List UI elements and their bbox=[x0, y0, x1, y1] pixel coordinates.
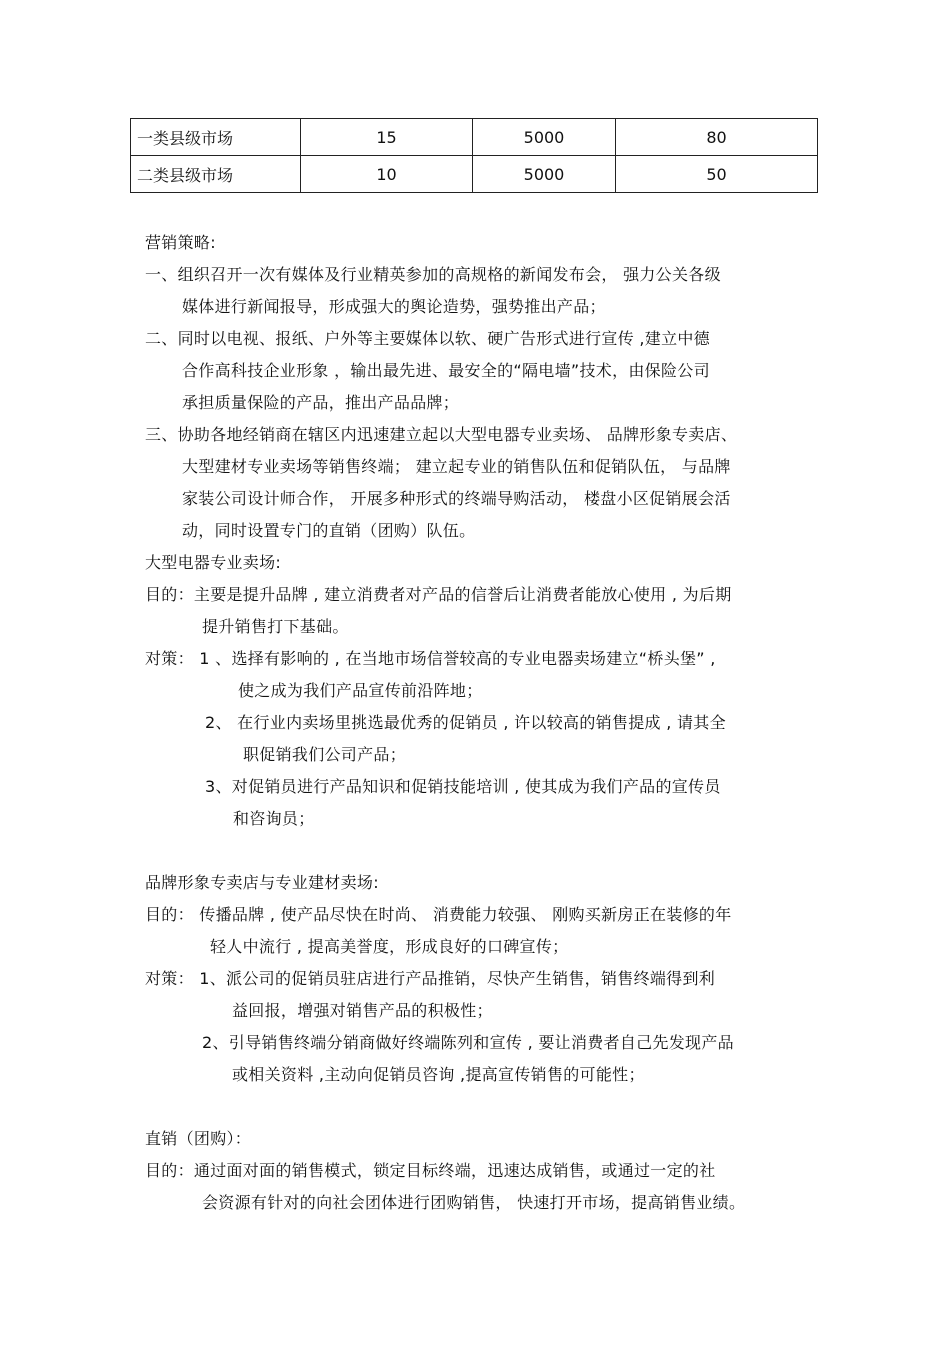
measure-item-1: 对策： 1 、选择有影响的 , 在当地市场信誉较高的专业电器卖场建立“桥头堡” , bbox=[145, 649, 716, 668]
measure-item-1-cont: 益回报，增强对销售产品的积极性； bbox=[232, 1001, 493, 1020]
measure-item-2-cont: 职促销我们公司产品； bbox=[243, 745, 407, 764]
section-heading-direct-sales: 直销（团购）： bbox=[145, 1129, 252, 1148]
market-table bbox=[130, 118, 818, 193]
table-cell-value: 10 bbox=[301, 156, 473, 193]
measure-item-3: 3、对促销员进行产品知识和促销技能培训 , 使其成为我们产品的宣传员 bbox=[205, 777, 721, 796]
table-cell-value: 50 bbox=[616, 156, 818, 193]
table-cell-value: 5000 bbox=[473, 119, 616, 156]
section-heading-marketing-strategy: 营销策略: bbox=[145, 233, 216, 252]
measure-item-3-cont: 和咨询员； bbox=[233, 809, 315, 828]
strategy-item-1: 一、组织召开一次有媒体及行业精英参加的高规格的新闻发布会， 强力公关各级 bbox=[145, 265, 721, 284]
purpose-text-cont: 轻人中流行 , 提高美誉度，形成良好的口碑宣传； bbox=[210, 937, 569, 956]
table-cell-market-type: 一类县级市场 bbox=[131, 119, 301, 156]
table-cell-value: 15 bbox=[301, 119, 473, 156]
table-row bbox=[131, 156, 818, 193]
strategy-item-2: 二、同时以电视、报纸、户外等主要媒体以软、硬广告形式进行宣传 ,建立中德 bbox=[145, 329, 710, 348]
measure-item-2-cont: 或相关资料 ,主动向促销员咨询 ,提高宣传销售的可能性； bbox=[232, 1065, 645, 1084]
table-row bbox=[131, 119, 818, 156]
strategy-item-3-cont: 动，同时设置专门的直销（团购）队伍。 bbox=[182, 521, 476, 540]
strategy-item-2-cont: 承担质量保险的产品，推出产品品牌； bbox=[182, 393, 460, 412]
strategy-item-2-cont: 合作高科技企业形象 ，输出最先进、最安全的“隔电墙”技术，由保险公司 bbox=[182, 361, 710, 380]
purpose-text: 目的：主要是提升品牌 , 建立消费者对产品的信誉后让消费者能放心使用 , 为后期 bbox=[145, 585, 732, 604]
measure-item-2: 2、 在行业内卖场里挑选最优秀的促销员 , 许以较高的销售提成 , 请其全 bbox=[205, 713, 726, 732]
strategy-item-3: 三、协助各地经销商在辖区内迅速建立起以大型电器专业卖场、 品牌形象专卖店、 bbox=[145, 425, 738, 444]
strategy-item-1-cont: 媒体进行新闻报导，形成强大的舆论造势，强势推出产品； bbox=[182, 297, 606, 316]
table-cell-market-type: 二类县级市场 bbox=[131, 156, 301, 193]
purpose-text: 目的： 传播品牌 , 使产品尽快在时尚、 消费能力较强、 刚购买新房正在装修的年 bbox=[145, 905, 732, 924]
purpose-text: 目的：通过面对面的销售模式，锁定目标终端，迅速达成销售，或通过一定的社 bbox=[145, 1161, 716, 1180]
strategy-item-3-cont: 家装公司设计师合作， 开展多种形式的终端导购活动， 楼盘小区促销展会活 bbox=[182, 489, 731, 508]
measure-item-1-cont: 使之成为我们产品宣传前沿阵地； bbox=[238, 681, 483, 700]
table-cell-value: 80 bbox=[616, 119, 818, 156]
section-heading-brand-store: 品牌形象专卖店与专业建材卖场: bbox=[145, 873, 379, 892]
table-cell-value: 5000 bbox=[473, 156, 616, 193]
section-heading-appliance-store: 大型电器专业卖场: bbox=[145, 553, 282, 572]
purpose-text-cont: 会资源有针对的向社会团体进行团购销售， 快速打开市场，提高销售业绩。 bbox=[202, 1193, 746, 1212]
measure-item-2: 2、引导销售终端分销商做好终端陈列和宣传 , 要让消费者自己先发现产品 bbox=[202, 1033, 734, 1052]
measure-item-1: 对策： 1、派公司的促销员驻店进行产品推销，尽快产生销售，销售终端得到利 bbox=[145, 969, 716, 988]
strategy-item-3-cont: 大型建材专业卖场等销售终端； 建立起专业的销售队伍和促销队伍， 与品牌 bbox=[182, 457, 731, 476]
purpose-text-cont: 提升销售打下基础。 bbox=[202, 617, 349, 636]
